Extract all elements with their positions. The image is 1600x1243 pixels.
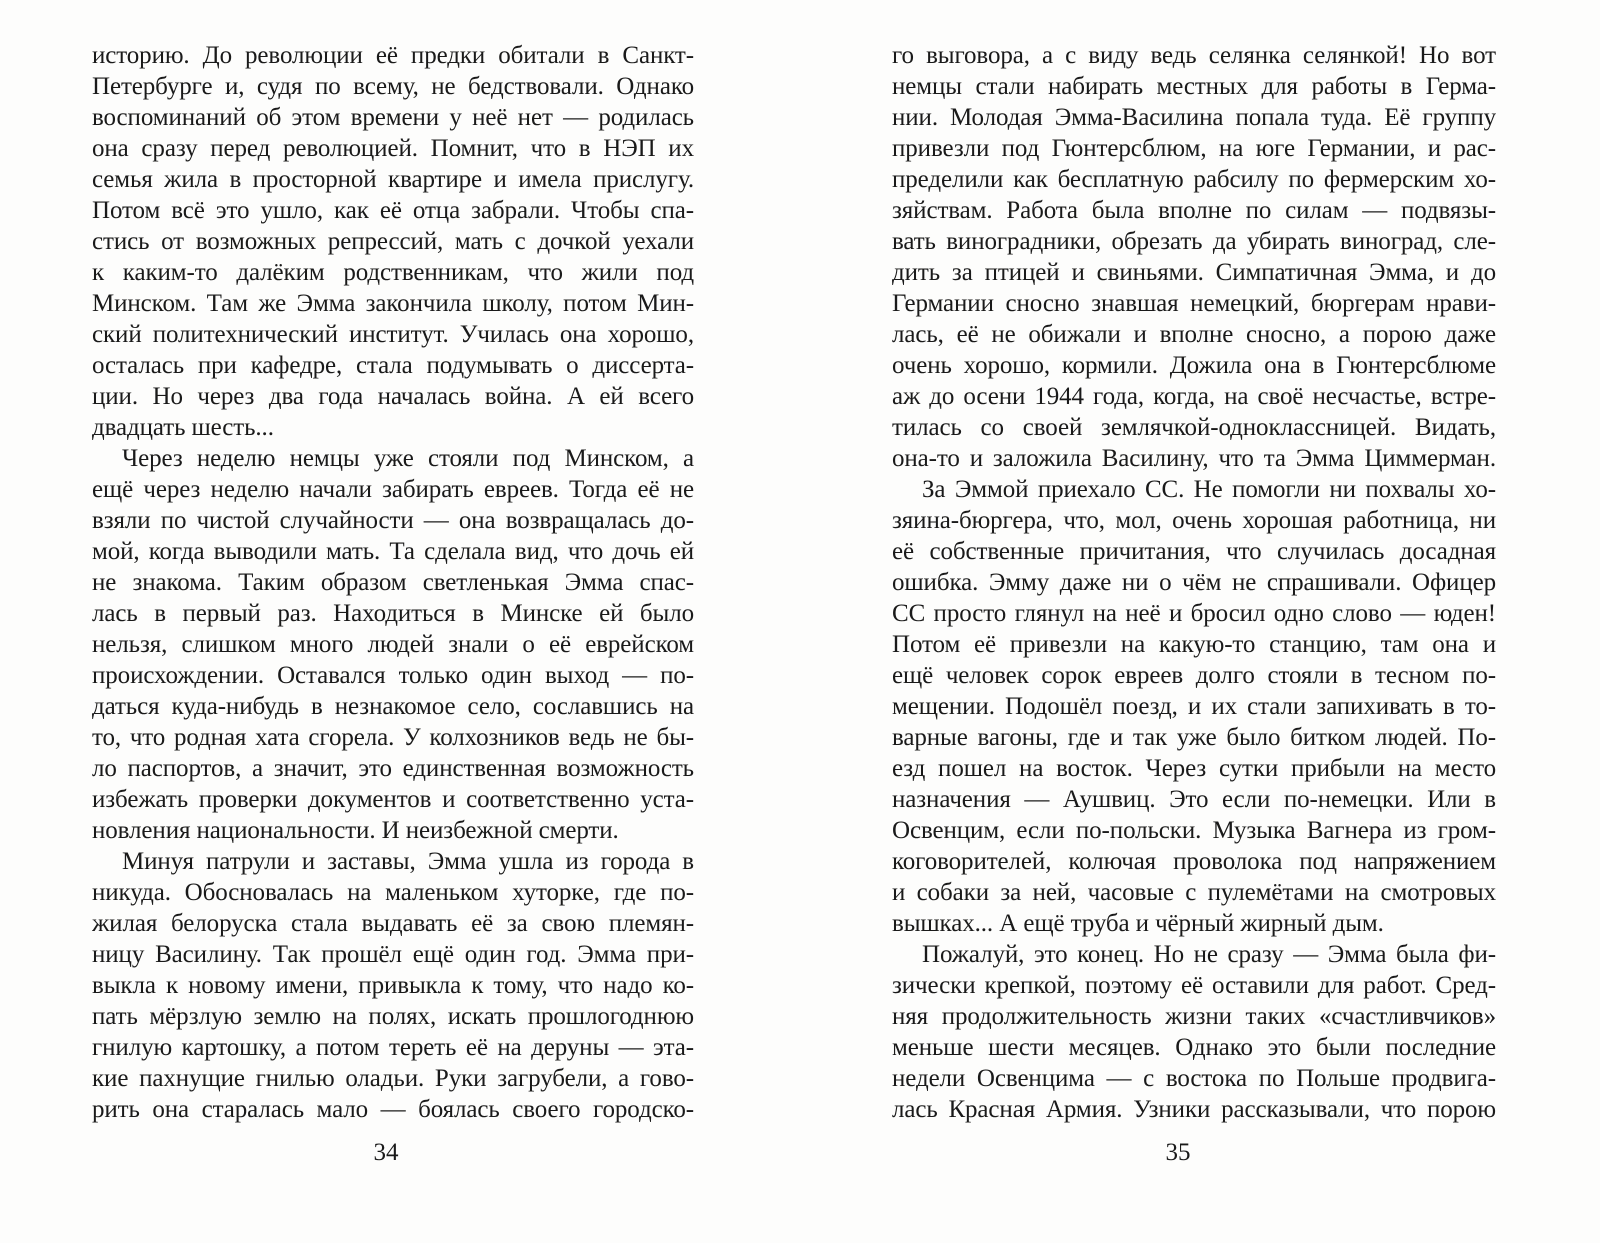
text-line: Освенцим, если по-польски. Музыка Вагнера из гром- <box>892 817 1496 844</box>
text-line: зически крепкой, поэтому её оставили для работ. Сред- <box>892 972 1496 999</box>
page-number-right: 35 <box>1165 1139 1191 1166</box>
text-line: двадцать шесть... <box>92 414 274 441</box>
text-line: меньше шести месяцев. Однако это были последние <box>892 1034 1496 1061</box>
text-line: Через неделю немцы уже стояли под Минском, а <box>122 445 694 472</box>
text-line: и собаки за ней, часовые с пулемётами на смотровых <box>892 879 1496 906</box>
right-page <box>790 0 1600 1243</box>
text-line: СС просто глянул на неё и бросил одно слово — юден! <box>892 600 1496 627</box>
text-line: избежать проверки документов и соответственно уста- <box>92 786 694 813</box>
text-line: мещении. Подошёл поезд, и их стали запихивать в то- <box>892 693 1496 720</box>
text-line: кие пахнущие гнилью оладьи. Руки загрубели, а гово- <box>92 1065 694 1092</box>
text-line: пределили как бесплатную рабсилу по фермерским хо- <box>892 166 1496 193</box>
text-line: ещё человек сорок евреев долго стояли в тесном по- <box>892 662 1496 689</box>
text-line: лась в первый раз. Находиться в Минске ей было <box>92 600 694 627</box>
text-line: рить она старалась мало — боялась своего городско- <box>92 1096 694 1123</box>
text-line: выкла к новому имени, привыкла к тому, что надо ко- <box>92 972 694 999</box>
text-line: привезли под Гюнтерсблюм, на юге Германии, и рас- <box>892 135 1496 162</box>
text-line: стись от возможных репрессий, мать с дочкой уехали <box>92 228 694 255</box>
text-line: недели Освенцима — с востока по Польше продвига- <box>892 1065 1496 1092</box>
text-line: пать мёрзлую землю на полях, искать прошлогоднюю <box>92 1003 694 1030</box>
text-line: жилая белоруска стала выдавать её за свою племян- <box>92 910 694 937</box>
text-line: Потом всё это ушло, как её отца забрали. Чтобы спа- <box>92 197 694 224</box>
text-line: ло паспортов, а значит, это единственная возможность <box>92 755 694 782</box>
text-line: ский политехнический институт. Училась она хорошо, <box>92 321 694 348</box>
text-line: лась Красная Армия. Узники рассказывали, что порою <box>892 1096 1496 1123</box>
text-line: к каким-то далёким родственникам, что жили под <box>92 259 694 286</box>
text-line: нии. Молодая Эмма-Василина попала туда. Её группу <box>892 104 1496 131</box>
text-line: гнилую картошку, а потом тереть её на деруны — эта- <box>92 1034 694 1061</box>
text-line: назначения — Аушвиц. Это если по-немецки. Или в <box>892 786 1496 813</box>
text-line: Минуя патрули и заставы, Эмма ушла из города в <box>122 848 694 875</box>
text-line: ошибка. Эмму даже ни о чём не спрашивали. Офицер <box>892 569 1496 596</box>
text-line: она сразу перед революцией. Помнит, что в НЭП их <box>92 135 694 162</box>
text-line: аж до осени 1944 года, когда, на своё несчастье, встре- <box>892 383 1496 410</box>
text-line: Потом её привезли на какую-то станцию, там она и <box>892 631 1496 658</box>
text-line: историю. До революции её предки обитали в Санкт- <box>92 42 694 69</box>
text-line: зяйствам. Работа была вполне по силам — подвязы- <box>892 197 1496 224</box>
page-34-text <box>92 40 694 1125</box>
text-line: новления национальности. И неизбежной смерти. <box>92 817 619 844</box>
text-line: воспоминаний об этом времени у неё нет — родилась <box>92 104 694 131</box>
text-line: зяина-бюргера, что, мол, очень хорошая работница, ни <box>892 507 1496 534</box>
text-line: ницу Василину. Так прошёл ещё один год. Эмма при- <box>92 941 694 968</box>
text-line: лась, её не обижали и вполне сносно, а порою даже <box>892 321 1496 348</box>
text-line: её собственные причитания, что случилась досадная <box>892 538 1496 565</box>
text-line: Петербурге и, судя по всему, не бедствовали. Однако <box>92 73 694 100</box>
text-line: не знакома. Таким образом светленькая Эмма спас- <box>92 569 694 596</box>
text-line: немцы стали набирать местных для работы в Герма- <box>892 73 1496 100</box>
text-line: няя продолжительность жизни таких «счастливчиков» <box>892 1003 1496 1030</box>
text-line: взяли по чистой случайности — она возвращалась до- <box>92 507 694 534</box>
text-line: очень хорошо, кормили. Дожила она в Гюнтерсблюме <box>892 352 1496 379</box>
text-line: происхождении. Оставался только один выход — по- <box>92 662 694 689</box>
text-line: За Эммой приехало СС. Не помогли ни похвалы хо- <box>922 476 1496 503</box>
left-page <box>0 0 790 1243</box>
text-line: она-то и заложила Василину, что та Эмма Циммерман. <box>892 445 1496 472</box>
text-line: езд пошел на восток. Через сутки прибыли на место <box>892 755 1496 782</box>
text-line: осталась при кафедре, стала подумывать о диссерта- <box>92 352 694 379</box>
page-35-text <box>892 40 1496 1125</box>
text-line: то, что родная хата сгорела. У колхозников ведь не бы- <box>92 724 694 751</box>
text-line: го выговора, а с виду ведь селянка селянкой! Но вот <box>892 42 1496 69</box>
text-line: даться куда-нибудь в незнакомое село, сославшись на <box>92 693 694 720</box>
text-line: варные вагоны, где и так уже было битком людей. По- <box>892 724 1496 751</box>
text-line: Германии сносно знавшая немецкий, бюргерам нрави- <box>892 290 1496 317</box>
text-line: ещё через неделю начали забирать евреев. Тогда её не <box>92 476 694 503</box>
text-line: ции. Но через два года началась война. А ей всего <box>92 383 694 410</box>
text-line: семья жила в просторной квартире и имела прислугу. <box>92 166 694 193</box>
page-number-left: 34 <box>373 1139 399 1166</box>
text-line: коговорителей, колючая проволока под напряжением <box>892 848 1496 875</box>
text-line: вать виноградники, обрезать да убирать виноград, сле- <box>892 228 1496 255</box>
text-line: дить за птицей и свиньями. Симпатичная Эмма, и до <box>892 259 1496 286</box>
text-line: Пожалуй, это конец. Но не сразу — Эмма была фи- <box>922 941 1496 968</box>
text-line: нельзя, слишком много людей знали о её еврейском <box>92 631 694 658</box>
text-line: никуда. Обосновалась на маленьком хуторке, где по- <box>92 879 694 906</box>
text-line: вышках... А ещё труба и чёрный жирный дым. <box>892 910 1384 937</box>
text-line: мой, когда выводили мать. Та сделала вид, что дочь ей <box>92 538 694 565</box>
text-line: тилась со своей землячкой-одноклассницей. Видать, <box>892 414 1496 441</box>
text-line: Минском. Там же Эмма закончила школу, потом Мин- <box>92 290 694 317</box>
